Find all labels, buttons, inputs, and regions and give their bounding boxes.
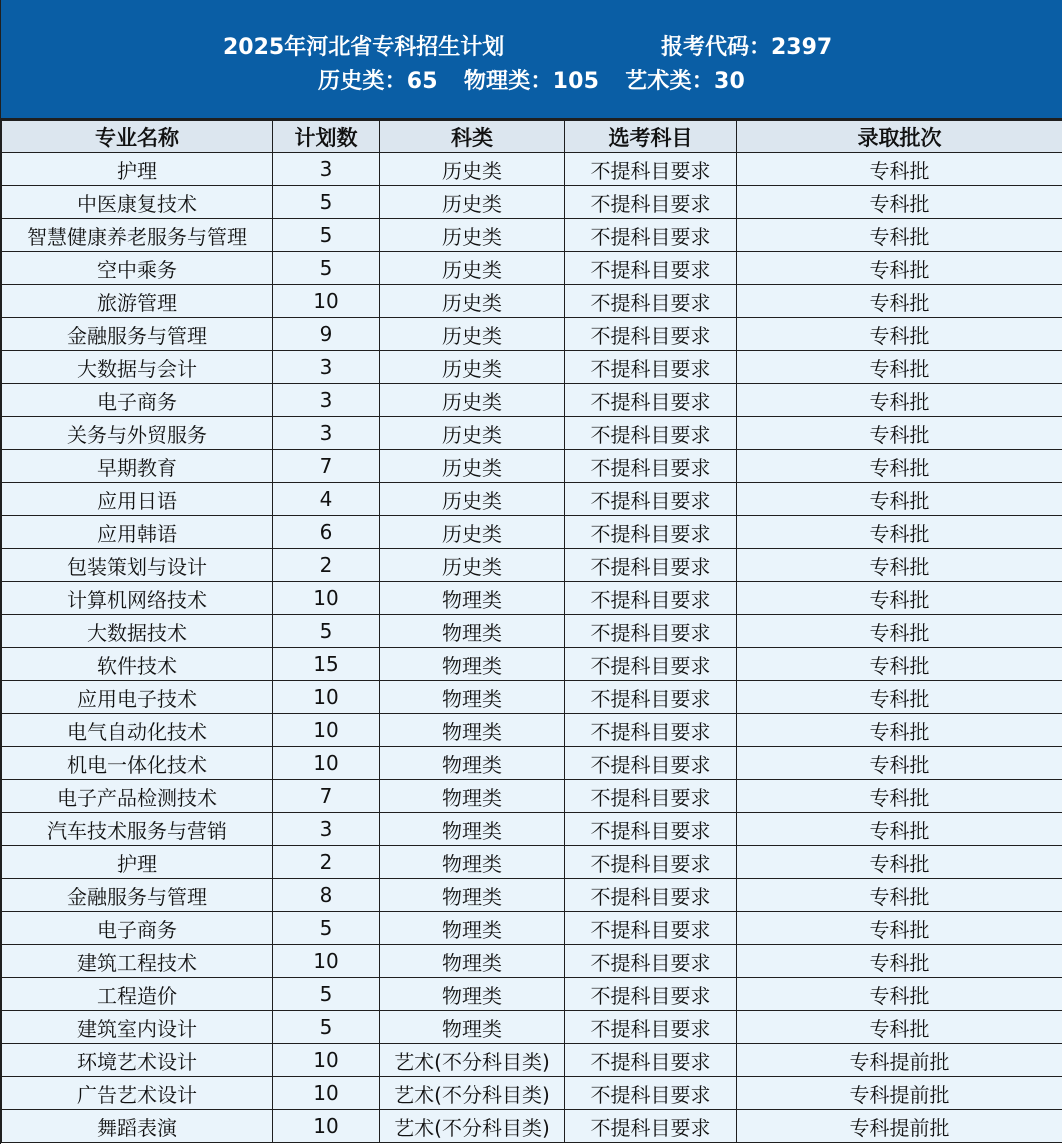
- cell-quota: 5: [273, 615, 380, 648]
- cell-quota: 7: [273, 780, 380, 813]
- cell-category: 物理类: [380, 912, 565, 945]
- cell-category: 物理类: [380, 747, 565, 780]
- cell-batch: 专科批: [737, 879, 1062, 912]
- cell-category: 历史类: [380, 252, 565, 285]
- cell-quota: 10: [273, 285, 380, 318]
- cell-subjects: 不提科目要求: [565, 318, 737, 351]
- cell-quota: 8: [273, 879, 380, 912]
- cell-batch: 专科批: [737, 483, 1062, 516]
- cell-subjects: 不提科目要求: [565, 615, 737, 648]
- cell-major: 关务与外贸服务: [2, 417, 273, 450]
- cell-major: 建筑室内设计: [2, 1011, 273, 1044]
- table-row: [2, 351, 1062, 384]
- cell-subjects: 不提科目要求: [565, 648, 737, 681]
- cell-major: 应用日语: [2, 483, 273, 516]
- cell-major: 汽车技术服务与营销: [2, 813, 273, 846]
- cell-major: 金融服务与管理: [2, 879, 273, 912]
- cell-category: 物理类: [380, 978, 565, 1011]
- cell-quota: 3: [273, 153, 380, 186]
- table-row: [2, 912, 1062, 945]
- banner-line-1: [1, 30, 1062, 60]
- cell-major: 电气自动化技术: [2, 714, 273, 747]
- cell-category: 艺术(不分科目类): [380, 1044, 565, 1077]
- cell-category: 历史类: [380, 450, 565, 483]
- cell-category: 历史类: [380, 153, 565, 186]
- cell-category: 物理类: [380, 681, 565, 714]
- cell-major: 电子产品检测技术: [2, 780, 273, 813]
- cell-subjects: 不提科目要求: [565, 747, 737, 780]
- cell-batch: 专科批: [737, 417, 1062, 450]
- cell-subjects: 不提科目要求: [565, 714, 737, 747]
- cell-quota: 5: [273, 978, 380, 1011]
- title-banner: [1, 0, 1062, 120]
- cell-batch: 专科批: [737, 747, 1062, 780]
- cell-quota: 5: [273, 1011, 380, 1044]
- table-row: [2, 153, 1062, 186]
- cell-major: 应用电子技术: [2, 681, 273, 714]
- history-quota: 历史类：65: [318, 69, 438, 94]
- cell-category: 物理类: [380, 846, 565, 879]
- cell-batch: 专科批: [737, 945, 1062, 978]
- table-row: [2, 978, 1062, 1011]
- cell-category: 物理类: [380, 1011, 565, 1044]
- cell-subjects: 不提科目要求: [565, 1110, 737, 1143]
- cell-batch: 专科批: [737, 450, 1062, 483]
- cell-quota: 10: [273, 1110, 380, 1143]
- cell-category: 物理类: [380, 714, 565, 747]
- table-row: [2, 516, 1062, 549]
- cell-major: 旅游管理: [2, 285, 273, 318]
- table-row: [2, 549, 1062, 582]
- cell-subjects: 不提科目要求: [565, 450, 737, 483]
- cell-batch: 专科批: [737, 549, 1062, 582]
- table-row: [2, 186, 1062, 219]
- cell-category: 历史类: [380, 516, 565, 549]
- cell-batch: 专科批: [737, 252, 1062, 285]
- cell-subjects: 不提科目要求: [565, 945, 737, 978]
- cell-batch: 专科批: [737, 648, 1062, 681]
- table-row: [2, 945, 1062, 978]
- table-row: [2, 1110, 1062, 1143]
- enrollment-plan-table: [1, 120, 1062, 1143]
- cell-quota: 5: [273, 252, 380, 285]
- cell-major: 大数据与会计: [2, 351, 273, 384]
- cell-batch: 专科批: [737, 978, 1062, 1011]
- cell-batch: 专科批: [737, 615, 1062, 648]
- cell-major: 护理: [2, 153, 273, 186]
- cell-batch: 专科批: [737, 780, 1062, 813]
- cell-quota: 5: [273, 219, 380, 252]
- cell-subjects: 不提科目要求: [565, 780, 737, 813]
- cell-major: 应用韩语: [2, 516, 273, 549]
- table-row: [2, 747, 1062, 780]
- cell-major: 早期教育: [2, 450, 273, 483]
- table-row: [2, 384, 1062, 417]
- exam-code: 报考代码：2397: [661, 35, 833, 60]
- cell-batch: 专科批: [737, 219, 1062, 252]
- table-row: [2, 252, 1062, 285]
- cell-category: 物理类: [380, 582, 565, 615]
- cell-major: 环境艺术设计: [2, 1044, 273, 1077]
- cell-batch: 专科批: [737, 351, 1062, 384]
- cell-quota: 3: [273, 417, 380, 450]
- cell-batch: 专科提前批: [737, 1110, 1062, 1143]
- cell-category: 物理类: [380, 648, 565, 681]
- cell-quota: 6: [273, 516, 380, 549]
- cell-category: 历史类: [380, 219, 565, 252]
- column-header-major: 专业名称: [2, 121, 273, 153]
- cell-subjects: 不提科目要求: [565, 1077, 737, 1110]
- table-row: [2, 318, 1062, 351]
- cell-batch: 专科批: [737, 186, 1062, 219]
- cell-category: 物理类: [380, 780, 565, 813]
- table-row: [2, 219, 1062, 252]
- cell-category: 艺术(不分科目类): [380, 1077, 565, 1110]
- cell-subjects: 不提科目要求: [565, 879, 737, 912]
- cell-quota: 9: [273, 318, 380, 351]
- cell-category: 历史类: [380, 351, 565, 384]
- cell-batch: 专科批: [737, 285, 1062, 318]
- banner-line-2: [1, 64, 1062, 95]
- cell-category: 历史类: [380, 285, 565, 318]
- cell-quota: 2: [273, 846, 380, 879]
- table-row: [2, 615, 1062, 648]
- cell-batch: 专科提前批: [737, 1077, 1062, 1110]
- cell-category: 物理类: [380, 615, 565, 648]
- cell-batch: 专科批: [737, 912, 1062, 945]
- cell-quota: 5: [273, 186, 380, 219]
- cell-subjects: 不提科目要求: [565, 351, 737, 384]
- cell-major: 空中乘务: [2, 252, 273, 285]
- cell-category: 历史类: [380, 186, 565, 219]
- table-row: [2, 846, 1062, 879]
- cell-major: 金融服务与管理: [2, 318, 273, 351]
- column-header-subjects: 选考科目: [565, 121, 737, 153]
- cell-quota: 3: [273, 384, 380, 417]
- table-row: [2, 648, 1062, 681]
- table-row: [2, 813, 1062, 846]
- table-row: [2, 450, 1062, 483]
- cell-subjects: 不提科目要求: [565, 1011, 737, 1044]
- cell-batch: 专科批: [737, 1011, 1062, 1044]
- cell-category: 历史类: [380, 483, 565, 516]
- cell-batch: 专科提前批: [737, 1044, 1062, 1077]
- cell-major: 智慧健康养老服务与管理: [2, 219, 273, 252]
- cell-batch: 专科批: [737, 846, 1062, 879]
- cell-quota: 7: [273, 450, 380, 483]
- cell-batch: 专科批: [737, 318, 1062, 351]
- cell-quota: 15: [273, 648, 380, 681]
- cell-subjects: 不提科目要求: [565, 417, 737, 450]
- cell-subjects: 不提科目要求: [565, 1044, 737, 1077]
- column-header-quota: 计划数: [273, 121, 380, 153]
- table-row: [2, 582, 1062, 615]
- cell-major: 软件技术: [2, 648, 273, 681]
- table-row: [2, 1011, 1062, 1044]
- cell-subjects: 不提科目要求: [565, 153, 737, 186]
- cell-quota: 10: [273, 747, 380, 780]
- cell-quota: 4: [273, 483, 380, 516]
- cell-major: 大数据技术: [2, 615, 273, 648]
- table-row: [2, 879, 1062, 912]
- cell-batch: 专科批: [737, 384, 1062, 417]
- cell-subjects: 不提科目要求: [565, 516, 737, 549]
- cell-subjects: 不提科目要求: [565, 912, 737, 945]
- cell-subjects: 不提科目要求: [565, 813, 737, 846]
- cell-major: 包装策划与设计: [2, 549, 273, 582]
- cell-category: 物理类: [380, 945, 565, 978]
- table-row: [2, 1044, 1062, 1077]
- cell-subjects: 不提科目要求: [565, 384, 737, 417]
- cell-category: 物理类: [380, 879, 565, 912]
- cell-subjects: 不提科目要求: [565, 681, 737, 714]
- cell-major: 中医康复技术: [2, 186, 273, 219]
- cell-batch: 专科批: [737, 582, 1062, 615]
- cell-major: 建筑工程技术: [2, 945, 273, 978]
- table-row: [2, 714, 1062, 747]
- cell-subjects: 不提科目要求: [565, 483, 737, 516]
- table-row: [2, 681, 1062, 714]
- cell-category: 历史类: [380, 384, 565, 417]
- table-row: [2, 483, 1062, 516]
- cell-quota: 10: [273, 714, 380, 747]
- cell-subjects: 不提科目要求: [565, 549, 737, 582]
- cell-major: 工程造价: [2, 978, 273, 1011]
- table-row: [2, 417, 1062, 450]
- cell-subjects: 不提科目要求: [565, 846, 737, 879]
- cell-category: 历史类: [380, 417, 565, 450]
- cell-major: 机电一体化技术: [2, 747, 273, 780]
- cell-major: 护理: [2, 846, 273, 879]
- cell-category: 物理类: [380, 813, 565, 846]
- table-row: [2, 285, 1062, 318]
- cell-subjects: 不提科目要求: [565, 186, 737, 219]
- cell-quota: 3: [273, 813, 380, 846]
- cell-quota: 3: [273, 351, 380, 384]
- cell-major: 电子商务: [2, 912, 273, 945]
- cell-quota: 10: [273, 1077, 380, 1110]
- cell-major: 电子商务: [2, 384, 273, 417]
- cell-subjects: 不提科目要求: [565, 978, 737, 1011]
- column-header-category: 科类: [380, 121, 565, 153]
- art-quota: 艺术类：30: [625, 69, 745, 94]
- cell-major: 计算机网络技术: [2, 582, 273, 615]
- cell-major: 舞蹈表演: [2, 1110, 273, 1143]
- cell-subjects: 不提科目要求: [565, 285, 737, 318]
- cell-category: 历史类: [380, 318, 565, 351]
- cell-subjects: 不提科目要求: [565, 252, 737, 285]
- cell-batch: 专科批: [737, 714, 1062, 747]
- table-row: [2, 1077, 1062, 1110]
- cell-category: 艺术(不分科目类): [380, 1110, 565, 1143]
- cell-batch: 专科批: [737, 813, 1062, 846]
- cell-batch: 专科批: [737, 153, 1062, 186]
- cell-quota: 10: [273, 582, 380, 615]
- cell-major: 广告艺术设计: [2, 1077, 273, 1110]
- cell-subjects: 不提科目要求: [565, 582, 737, 615]
- plan-title: 2025年河北省专科招生计划: [223, 35, 505, 60]
- table-row: [2, 780, 1062, 813]
- column-header-batch: 录取批次: [737, 121, 1062, 153]
- cell-subjects: 不提科目要求: [565, 219, 737, 252]
- table-header-row: [2, 121, 1062, 153]
- cell-quota: 2: [273, 549, 380, 582]
- cell-quota: 5: [273, 912, 380, 945]
- physics-quota: 物理类：105: [463, 69, 600, 94]
- cell-batch: 专科批: [737, 681, 1062, 714]
- cell-batch: 专科批: [737, 516, 1062, 549]
- cell-category: 历史类: [380, 549, 565, 582]
- cell-quota: 10: [273, 945, 380, 978]
- table-body: [2, 153, 1062, 1143]
- cell-quota: 10: [273, 681, 380, 714]
- cell-quota: 10: [273, 1044, 380, 1077]
